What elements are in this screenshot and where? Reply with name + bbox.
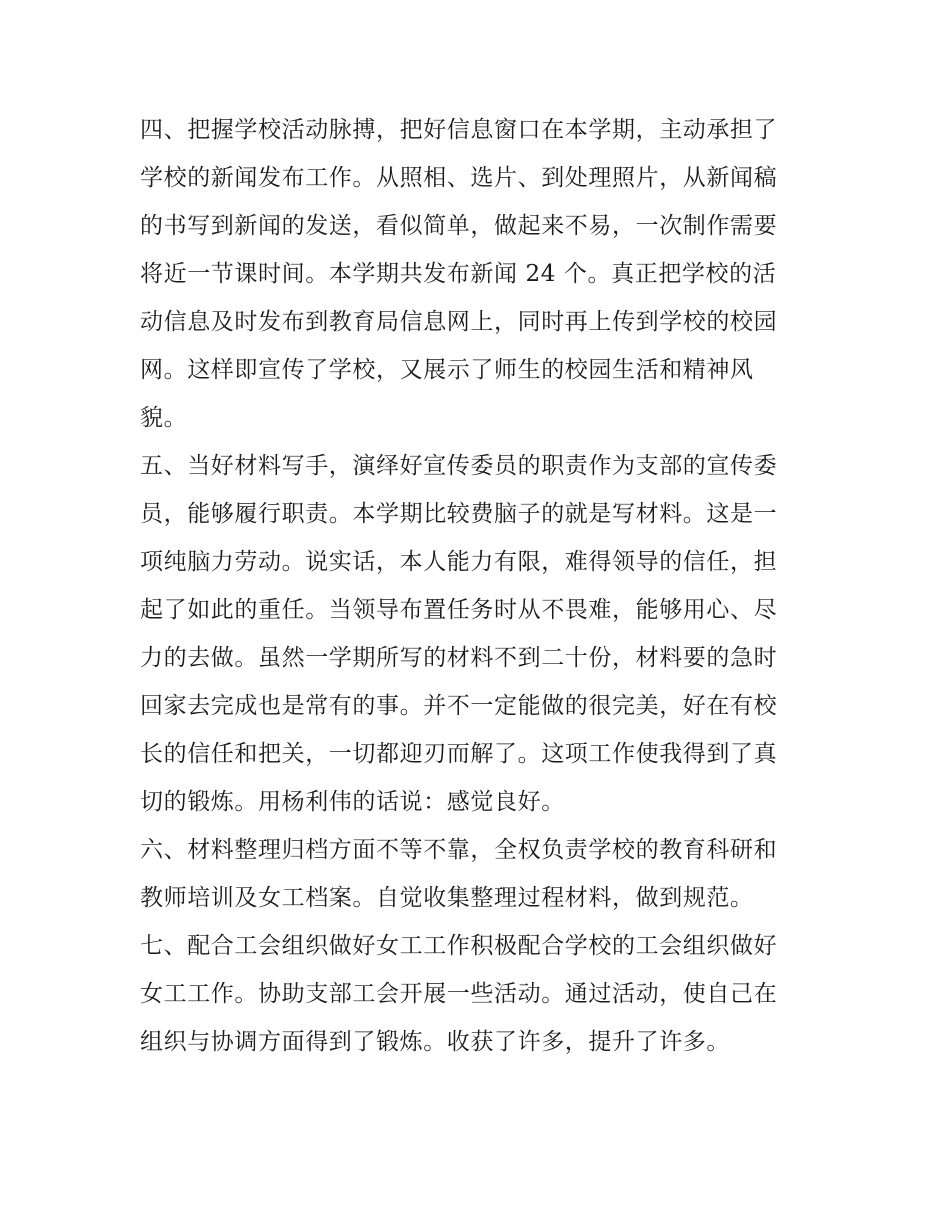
paragraph-archiving <box>140 826 820 922</box>
text-line: 动信息及时发布到教育局信息网上，同时再上传到学校的校园 <box>140 309 778 335</box>
text-line: 四、把握学校活动脉搏，把好信息窗口在本学期，主动承担了 <box>140 117 778 143</box>
text-line: 网。这样即宣传了学校，又展示了师生的校园生活和精神风 <box>140 357 754 383</box>
document-body <box>140 106 820 1066</box>
text-line: 起了如此的重任。当领导布置任务时从不畏难，能够用心、尽 <box>140 597 778 623</box>
text-line: 回家去完成也是常有的事。并不一定能做的很完美，好在有校 <box>140 693 778 719</box>
paragraph-news-publishing <box>140 106 820 442</box>
text-line: 组织与协调方面得到了锻炼。收获了许多，提升了许多。 <box>140 1029 730 1055</box>
text-line: 将近一节课时间。本学期共发布新闻 24 个。真正把学校的活 <box>140 261 777 287</box>
text-line: 力的去做。虽然一学期所写的材料不到二十份，材料要的急时 <box>140 645 778 671</box>
text-line: 女工工作。协助支部工会开展一些活动。通过活动，使自己在 <box>140 981 778 1007</box>
text-line: 貌。 <box>140 405 188 431</box>
paragraph-material-writing <box>140 442 820 826</box>
text-line: 项纯脑力劳动。说实话，本人能力有限，难得领导的信任，担 <box>140 549 778 575</box>
text-line: 的书写到新闻的发送，看似简单，做起来不易，一次制作需要 <box>140 213 778 239</box>
text-line: 五、当好材料写手，演绎好宣传委员的职责作为支部的宣传委 <box>140 453 778 479</box>
text-line: 六、材料整理归档方面不等不靠，全权负责学校的教育科研和 <box>140 837 778 863</box>
paragraph-union-work <box>140 922 820 1066</box>
text-line: 学校的新闻发布工作。从照相、选片、到处理照片，从新闻稿 <box>140 165 778 191</box>
text-line: 员，能够履行职责。本学期比较费脑子的就是写材料。这是一 <box>140 501 778 527</box>
text-line: 七、配合工会组织做好女工工作积极配合学校的工会组织做好 <box>140 933 778 959</box>
text-line: 切的锻炼。用杨利伟的话说：感觉良好。 <box>140 789 565 815</box>
text-line: 教师培训及女工档案。自觉收集整理过程材料，做到规范。 <box>140 885 754 911</box>
text-line: 长的信任和把关，一切都迎刃而解了。这项工作使我得到了真 <box>140 741 778 767</box>
